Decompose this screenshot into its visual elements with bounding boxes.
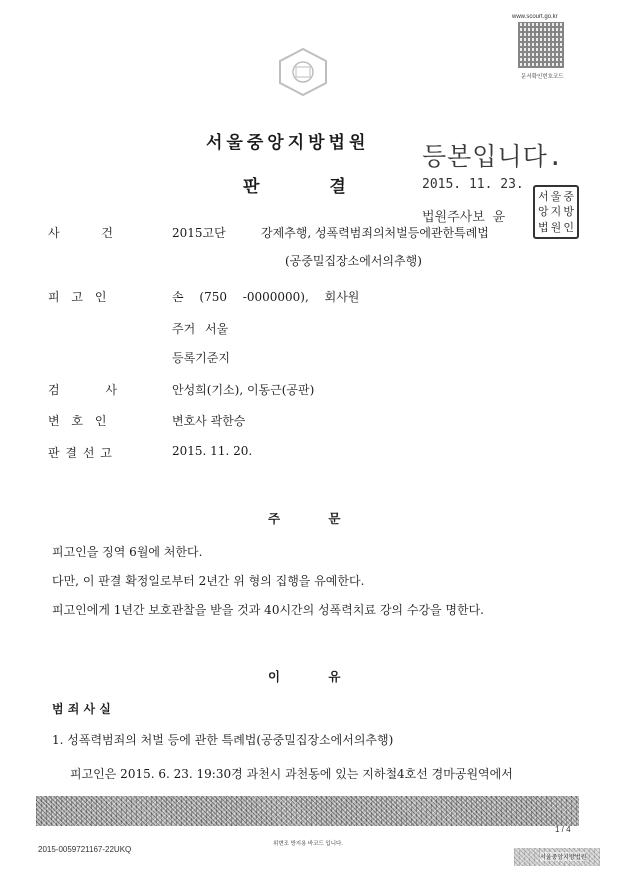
qr-caption: 문서확인번호코드	[521, 74, 564, 80]
document-type: 판결	[243, 177, 416, 197]
sentencing-date-label: 판 결 선 고	[48, 446, 112, 460]
lawyer-name: 변호사 곽한승	[172, 414, 246, 428]
defendant-name: 손 (750 -0000000), 회사원	[172, 290, 360, 304]
order-line-3: 피고인에게 1년간 보호관찰을 받을 것과 40시간의 성폭력치료 강의 수강을 명한다.	[52, 603, 484, 617]
facts-line-1: 1. 성폭력범죄의 처벌 등에 관한 특례법(공중밀집장소에서의추행)	[52, 733, 394, 747]
certification-title: 등본입니다.	[422, 142, 564, 171]
anti-forgery-barcode	[36, 796, 579, 826]
prosecutor-label: 검 사	[48, 383, 117, 397]
facts-heading: 범 죄 사 실	[52, 702, 111, 716]
court-name: 서울중앙지방법원	[206, 133, 370, 153]
reason-section-title: 이 유	[268, 669, 341, 684]
order-line-2: 다만, 이 판결 확정일로부터 2년간 위 형의 집행을 유예한다.	[52, 574, 365, 588]
facts-line-2: 피고인은 2015. 6. 23. 19:30경 과천시 과천동에 있는 지하철4호선 경마공원역에서	[70, 767, 513, 781]
document-number: 2015-0059721167-22UKQ	[38, 845, 132, 854]
sentencing-date: 2015. 11. 20.	[172, 444, 253, 458]
certification-officer: 법원주사보 윤	[422, 210, 506, 225]
qr-code	[518, 22, 564, 68]
certification-date: 2015. 11. 23.	[422, 177, 524, 192]
defendant-label: 피 고 인	[48, 290, 107, 304]
prosecutor-names: 안성희(기소), 이동근(공판)	[172, 383, 315, 397]
page-number: 1 / 4	[555, 825, 571, 834]
website-url: www.scourt.go.kr	[512, 14, 558, 20]
issuer-name: 서울중앙지방법원	[540, 852, 586, 861]
case-charge: 강제추행, 성폭력범죄의처벌등에관한특례법	[261, 226, 489, 240]
order-line-1: 피고인을 징역 6월에 처한다.	[52, 545, 203, 559]
defendant-registration: 등록기준지	[172, 351, 230, 365]
defendant-address: 주거 서울	[172, 322, 229, 336]
case-charge-continued: (공중밀집장소에서의추행)	[285, 254, 422, 268]
court-emblem-icon	[276, 47, 330, 97]
barcode-notice: 위변조 방지용 바코드 입니다.	[273, 841, 343, 847]
case-number: 2015고단	[172, 226, 226, 240]
order-section-title: 주 문	[268, 511, 341, 526]
case-label: 사 건	[48, 226, 113, 240]
court-stamp-seal: 서 울 중 앙 지 방 법 원 인	[533, 185, 579, 239]
lawyer-label: 변 호 인	[48, 414, 107, 428]
